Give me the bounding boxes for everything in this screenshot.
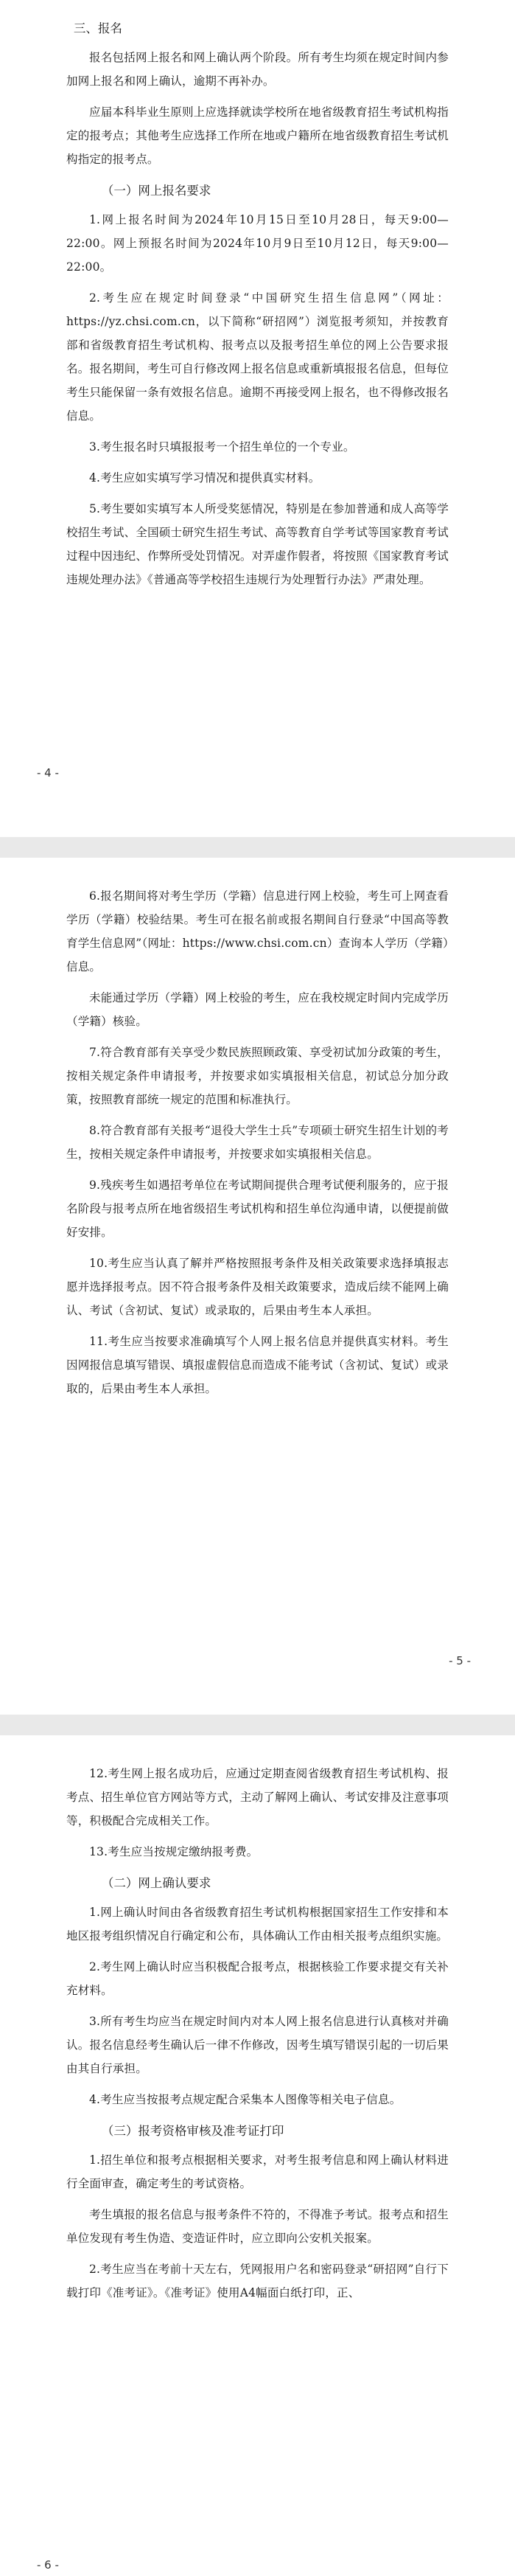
paragraph: 4.考生应如实填写学习情况和提供真实材料。 <box>89 471 320 485</box>
paragraph: 10.考生应当认真了解并严格按照报考条件及相关政策要求选择填报志愿并选择报考点。因不符合报考条件及相关政策要求，造成后续不能网上确认、考试（含初试、复试）或录取的，后果由考生本人承担。 <box>66 1257 449 1317</box>
page-number: - 4 - <box>37 766 59 780</box>
paragraph: 1.网上确认时间由各省级教育招生考试机构根据国家招生工作安排和本地区报考组织情况自行确定和公布，具体确认工作由相关报考点组织实施。 <box>66 1906 449 1943</box>
document-page-5 <box>0 858 515 1715</box>
paragraph: 6.报名期间将对考生学历（学籍）信息进行网上校验，考生可上网查看学历（学籍）校验结果。考生可在报名前或报名期间自行登录“中国高等教育学生信息网”（网址：https://www.chsi.com.cn）查询本人学历（学籍）信息。 <box>66 889 449 973</box>
page-content <box>66 1762 449 2305</box>
paragraph: 12.考生网上报名成功后，应通过定期查阅省级教育招生考试机构、报考点、招生单位官方网站等方式，主动了解网上确认、考试安排及注意事项等，积极配合完成相关工作。 <box>66 1767 449 1827</box>
paragraph: 8.符合教育部有关报考“退役大学生士兵”专项硕士研究生招生计划的考生，按相关规定条件申请报考，并按要求如实填报相关信息。 <box>66 1124 449 1161</box>
paragraph: 2.考生应当在考前十天左右，凭网报用户名和密码登录“研招网”自行下载打印《准考证》。《准考证》使用A4幅面白纸打印，正、 <box>66 2263 449 2299</box>
paragraph: 1.招生单位和报考点根据相关要求，对考生报考信息和网上确认材料进行全面审查，确定考生的考试资格。 <box>66 2153 449 2190</box>
paragraph: 应届本科毕业生原则上应选择就读学校所在地省级教育招生考试机构指定的报考点；其他考生应选择工作所在地或户籍所在地省级教育招生考试机构指定的报考点。 <box>66 105 449 166</box>
paragraph: 3.所有考生均应当在规定时间内对本人网上报名信息进行认真核对并确认。报名信息经考生确认后一律不作修改，因考生填写错误引起的一切后果由其自行承担。 <box>66 2015 449 2075</box>
paragraph: 5.考生要如实填写本人所受奖惩情况，特别是在参加普通和成人高等学校招生考试、全国硕士研究生招生考试、高等教育自学考试等国家教育考试过程中因违纪、作弊所受处罚情况。对弄虚作假者，将按照《国家教育考试违规处理办法》《普通高等学校招生违规行为处理暂行办法》严肃处理。 <box>66 502 449 586</box>
paragraph: 9.残疾考生如遇招考单位在考试期间提供合理考试便利服务的，应于报名阶段与报考点所在地省级招生考试机构和招生单位沟通申请，以便提前做好安排。 <box>66 1178 449 1239</box>
paragraph: 3.考生报名时只填报报考一个招生单位的一个专业。 <box>89 440 355 454</box>
paragraph: 1.网上报名时间为2024年10月15日至10月28日，每天9:00—22:00。网上预报名时间为2024年10月9日至10月12日，每天9:00—22:00。 <box>66 213 449 274</box>
paragraph: 2.考生应在规定时间登录“中国研究生招生信息网”（网址：https://yz.chsi.com.cn，以下简称“研招网”）浏览报考须知，并按教育部和省级教育招生考试机构、报考点以及报考招生单位的网上公告要求报名。报名期间，考生可自行修改网上报名信息或重新填报报名信息，但每位考生只能保留一条有效报名信息。逾期不再接受网上报名，也不得修改报名信息。 <box>66 291 449 423</box>
section-heading: 三、报名 <box>73 21 122 35</box>
paragraph: 2.考生网上确认时应当积极配合报考点，根据核验工作要求提交有关补充材料。 <box>66 1960 449 1997</box>
page-content <box>66 16 449 591</box>
page-number: - 5 - <box>449 1654 471 1667</box>
page-number: - 6 - <box>37 2558 59 2572</box>
section-heading: （一）网上报名要求 <box>101 184 211 198</box>
paragraph: 11.考生应当按要求准确填写个人网上报名信息并提供真实材料。考生因网报信息填写错误、填报虚假信息而造成不能考试（含初试、复试）或录取的，后果由考生本人承担。 <box>66 1335 449 1395</box>
section-heading: （二）网上确认要求 <box>101 1876 211 1890</box>
document-page-4 <box>0 0 515 837</box>
paragraph: 考生填报的报名信息与报考条件不符的，不得准予考试。报考点和招生单位发现有考生伪造、变造证件时，应立即向公安机关报案。 <box>66 2208 449 2245</box>
paragraph: 7.符合教育部有关享受少数民族照顾政策、享受初试加分政策的考生，按相关规定条件申请报考，并按要求如实填报相关信息，初试总分加分政策，按照教育部统一规定的范围和标准执行。 <box>66 1046 449 1106</box>
page-separator <box>0 1715 515 1735</box>
document-page-6 <box>0 1735 515 2576</box>
paragraph: 4.考生应当按报考点规定配合采集本人图像等相关电子信息。 <box>89 2093 402 2106</box>
paragraph: 未能通过学历（学籍）网上校验的考生，应在我校规定时间内完成学历（学籍）核验。 <box>66 991 449 1028</box>
paragraph: 13.考生应当按规定缴纳报考费。 <box>89 1845 259 1858</box>
page-content <box>66 884 449 1400</box>
paragraph: 报名包括网上报名和网上确认两个阶段。所有考生均须在规定时间内参加网上报名和网上确认，逾期不再补办。 <box>66 51 449 88</box>
section-heading: （三）报考资格审核及准考证打印 <box>101 2124 284 2138</box>
page-separator <box>0 837 515 858</box>
